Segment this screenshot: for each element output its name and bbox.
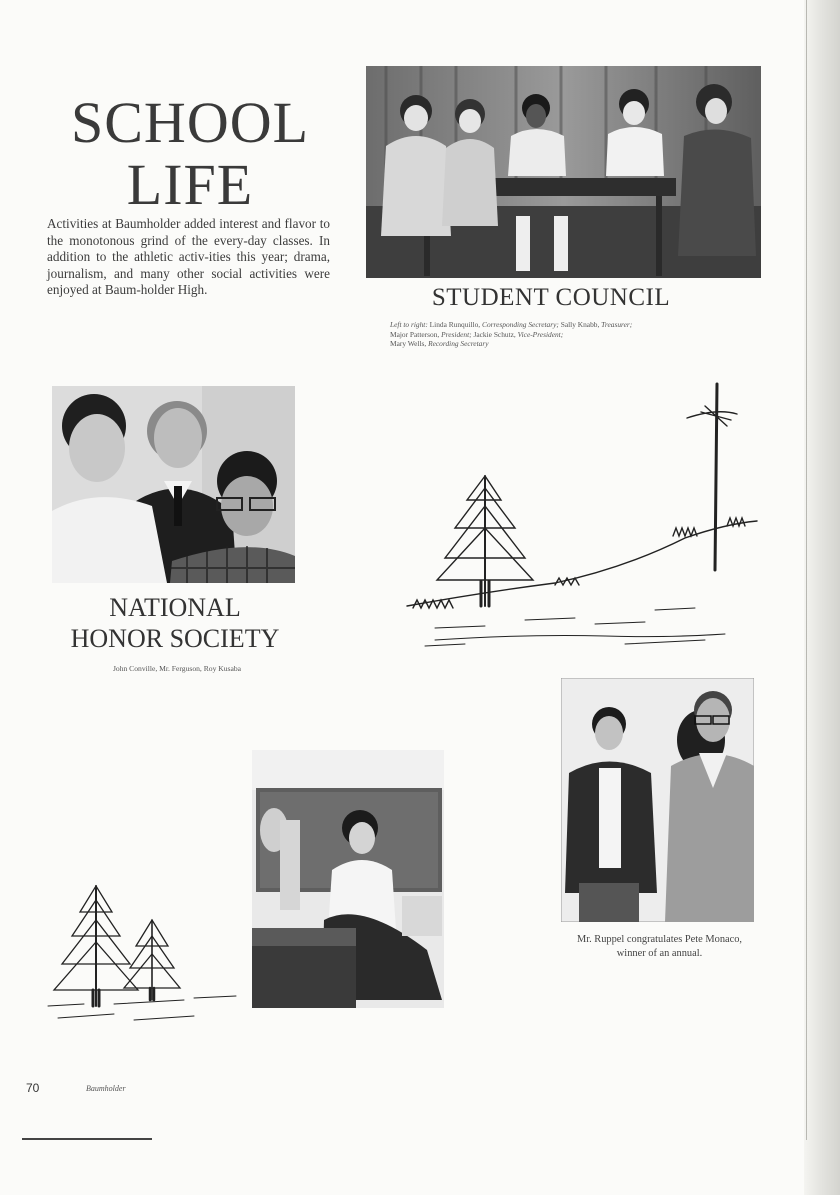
- classroom-student-photo: [252, 750, 444, 1008]
- student-council-caption: [390, 320, 762, 349]
- honor-society-photo: [52, 386, 295, 583]
- section-title-line-1: SCHOOL: [70, 90, 310, 155]
- bottom-rule: [22, 1138, 152, 1140]
- member-name: Major Patterson,: [390, 329, 440, 339]
- student-council-title: STUDENT COUNCIL: [431, 284, 671, 311]
- trees-sketch-illustration: [44, 880, 244, 1030]
- ruppel-monaco-photo: [561, 678, 754, 922]
- page-number: 70: [26, 1081, 40, 1095]
- member-role: Corresponding Secretary;: [482, 320, 559, 329]
- member-name: Mary Wells,: [390, 339, 427, 349]
- member-role: President;: [441, 329, 472, 339]
- member-name: Linda Runquillo,: [429, 320, 481, 329]
- section-title: [60, 92, 320, 216]
- student-council-photo: [366, 66, 761, 278]
- honor-society-caption: John Conville, Mr. Ferguson, Roy Kusaba: [112, 664, 242, 673]
- section-title-line-2: LIFE: [126, 152, 254, 217]
- honor-society-title: [40, 592, 310, 654]
- honor-society-title-line-2: HONOR SOCIETY: [70, 624, 280, 653]
- hill-sketch-illustration: [405, 378, 765, 658]
- intro-paragraph: Activities at Baumholder added interest and flavor to the monotonous grind of the every-day classes. In addition to the athletic activ-ities this year; drama, journalism, and many other social activities were enjoyed at Baum-holder High.: [47, 216, 330, 298]
- page-fold-line: [806, 0, 807, 1140]
- member-role: Treasurer;: [601, 320, 633, 329]
- page-edge-shadow: [804, 0, 840, 1195]
- member-role: Vice-President;: [517, 329, 564, 339]
- caption-lead: Left to right:: [390, 320, 428, 329]
- member-name: Jackie Schutz,: [473, 329, 516, 339]
- book-name: Baumholder: [86, 1084, 126, 1093]
- member-role: Recording Secretary: [428, 339, 489, 349]
- ruppel-caption: Mr. Ruppel congratulates Pete Monaco, winner of an annual.: [576, 934, 743, 959]
- honor-society-title-line-1: NATIONAL: [109, 593, 241, 622]
- member-name: Sally Knabb,: [560, 320, 600, 329]
